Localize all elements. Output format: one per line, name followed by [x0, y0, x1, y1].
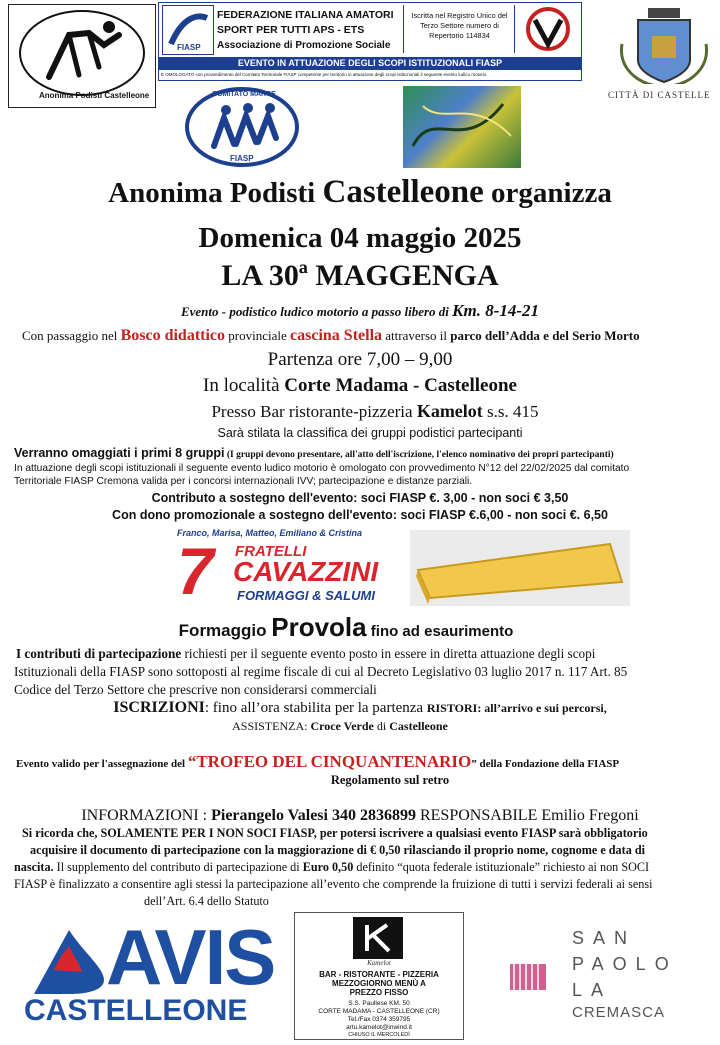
legal-line-3: Codice del Terzo Settore che prescrive non considerarsi commerciali — [14, 682, 377, 697]
cavazzini-tagline: FORMAGGI & SALUMI — [237, 588, 375, 603]
kamelot-line-2: MEZZOGIORNO MENÙ A — [332, 979, 426, 988]
info-manager: Emilio Fregoni — [541, 807, 639, 824]
passage-text: Con passaggio nel — [22, 328, 121, 343]
venue-road: s.s. 415 — [482, 402, 539, 421]
kamelot-ad — [294, 912, 464, 1040]
avis-name: AVIS — [106, 913, 275, 1001]
assistance-line — [0, 717, 720, 735]
assistance-org: Croce Verde — [310, 719, 374, 733]
fiasp-title-1: FEDERAZIONE ITALIANA AMATORI — [217, 9, 394, 21]
refreshment-label-2: RISTORI — [426, 701, 478, 715]
kamelot-line-1: BAR - RISTORANTE - PIZZERIA — [319, 970, 439, 979]
info-supplement: Il supplemento del contributo di partecipazione di — [53, 860, 303, 874]
ivv-emblem-icon — [521, 6, 575, 52]
subtitle-text: Evento - podistico ludico motorio a passo libero di — [180, 304, 453, 319]
fiasp-note: E OMOLOGATO con provvedimento del Comitato Territoriale FIASP competente per territorio in attuazione degli scopi istituzionali il seguente evento ludico motorio — [161, 72, 487, 77]
legal-text-1: richiesti per il seguente evento posto in essere in diretta attuazione degli scopi — [181, 646, 596, 661]
kamelot-line-4: S.S. Paullese KM. 50 — [348, 1000, 410, 1007]
organizer-suffix: organizza — [483, 177, 612, 209]
location-place: Corte Madama - Castelleone — [284, 375, 517, 396]
groups-award-main: Verranno omaggiati i primi 8 gruppi — [14, 446, 225, 460]
info-contact: Pierangelo Valesi 340 2836899 — [211, 807, 416, 824]
fiasp-logo-text: FIASP — [177, 43, 201, 52]
cheese-photo — [410, 530, 630, 606]
ivv-logo — [521, 6, 575, 52]
cheese-offer — [0, 612, 720, 647]
info-birth: nascita. — [14, 860, 54, 874]
passage-text-3: attraverso il — [382, 328, 451, 343]
trophy-text: Evento valido per l'assegnazione del — [16, 758, 188, 770]
info-para-1: Si ricorda che, SOLAMENTE PER I NON SOCI FIASP, per potersi iscrivere a qualsiasi evento FIASP sarà obbligatorio — [22, 826, 648, 840]
fiasp-header — [158, 2, 582, 81]
assistance-label: ASSISTENZA: — [232, 719, 311, 733]
park-map-logo — [403, 86, 521, 168]
info-manager-label: RESPONSABILE — [415, 807, 542, 824]
club-logo — [8, 4, 156, 108]
fiasp-band: EVENTO IN ATTUAZIONE DEGLI SCOPI ISTITUZIONALI FIASP — [159, 57, 581, 70]
cascina-stella: cascina Stella — [290, 327, 383, 344]
event-subtitle — [0, 300, 720, 323]
venue-label: Presso Bar ristorante-pizzeria — [211, 402, 417, 421]
cavazzini-fratelli: FRATELLI — [235, 543, 307, 560]
kamelot-k-icon — [353, 917, 403, 959]
map-drawing-icon — [403, 86, 521, 168]
fiasp-title-3: Associazione di Promozione Sociale — [217, 40, 391, 51]
organizer-prefix: Anonima Podisti — [108, 177, 323, 209]
contribution-gift: Con dono promozionale a sostegno dell'evento: soci FIASP €.6,00 - non soci €. 6,50 — [112, 508, 608, 522]
san-paolo-1: SAN — [572, 928, 637, 948]
group-ranking: Sarà stilata la classifica dei gruppi podistici partecipanti — [217, 426, 523, 440]
cavazzini-number: 7 — [177, 534, 214, 608]
location-label: In località — [203, 375, 285, 396]
san-paolo-4: CREMASCA — [572, 1004, 666, 1021]
omologation-line-2: Territoriale FIASP Cremona valida per i concorsi internazionali IVV; partecipazione e distanze parziali. — [14, 476, 473, 487]
comitato-text-top: COMITATO MARCE — [212, 91, 276, 98]
event-title: LA 30ª MAGGENGA — [221, 259, 499, 292]
groups-award — [14, 444, 614, 464]
cavazzini-brand: CAVAZZINI — [233, 556, 379, 587]
san-paolo-emblem-icon — [508, 956, 548, 996]
avis-logo — [10, 913, 280, 1032]
city-name: CITTÀ DI CASTELLE — [608, 90, 711, 100]
cavazzini-logo — [175, 528, 400, 606]
registration-text: : fino all’ora stabilita per la partenza — [204, 700, 427, 716]
kamelot-line-7: artu.kamelot@inwind.it — [346, 1024, 412, 1031]
info-amount: Euro 0,50 — [302, 860, 354, 874]
kamelot-line-8: CHIUSO IL MERCOLEDÌ — [348, 1032, 410, 1038]
cheese-note: fino ad esaurimento — [366, 623, 514, 640]
club-logo-text: Anonima Podisti Castelleone — [39, 91, 150, 100]
organizer-title — [0, 174, 720, 211]
avis-drop-icon — [24, 928, 114, 994]
info-line — [0, 806, 720, 826]
cheese-name: Provola — [271, 612, 367, 642]
info-label: INFORMAZIONI : — [81, 807, 212, 824]
city-crest — [608, 4, 720, 108]
trophy-name: “TROFEO DEL CINQUANTENARIO — [187, 752, 472, 771]
comitato-text-bottom: FIASP — [230, 154, 254, 163]
fiasp-title-2: SPORT PER TUTTI APS - ETS — [217, 24, 365, 36]
san-paolo-3: LA — [572, 980, 613, 1000]
san-paolo-2: PAOLO — [572, 954, 678, 974]
kamelot-logo — [353, 917, 403, 959]
omologation-line-1: In attuazione degli scopi istituzionali il seguente evento ludico motorio è omologato con provvedimento N°12 del 22/02/2025 dal comitato — [14, 463, 630, 474]
info-para-5: dell’Art. 6.4 dello Statuto — [144, 894, 269, 908]
parco-adda: parco dell’Adda e del Serio Morto — [450, 328, 640, 343]
san-paolo-logo — [468, 912, 720, 1038]
cheese-wedge-icon — [410, 530, 630, 606]
registry-text: Iscritta nel Registro Unico del Terzo Settore numero di Repertorio 114834 — [411, 11, 508, 40]
info-para-2: acquisire il documento di partecipazione con la maggiorazione di € 0,50 rilasciando il proprio nome, cognome e data di — [30, 843, 646, 857]
bosco-didattico: Bosco didattico — [120, 327, 226, 344]
venue-name: Kamelot — [416, 401, 483, 421]
contribution-basic: Contributo a sostegno dell'evento: soci FIASP €. 3,00 - non soci € 3,50 — [151, 491, 569, 505]
legal-line-2: Istituzionali della FIASP sono sottoposti al regime fiscale di cui al Decreto Legislativo 03 luglio 2017 n. 117 Art. 85 — [14, 664, 628, 679]
castle-crest-icon — [608, 4, 720, 84]
registry-box — [403, 5, 515, 53]
assistance-of: di — [373, 719, 390, 733]
passage-text-2: provinciale — [225, 328, 291, 343]
fiasp-logo — [162, 5, 214, 55]
route-passage — [22, 325, 640, 347]
kamelot-line-5: CORTE MADAMA - CASTELLEONE (CR) — [318, 1008, 440, 1015]
trophy-foundation: ” della Fondazione della FIASP — [471, 758, 620, 770]
registration-line — [0, 698, 720, 718]
kamelot-line-6: Tel./Fax 0374 359795 — [347, 1016, 411, 1023]
avis-city: CASTELLEONE — [24, 994, 248, 1027]
info-para-3 — [14, 859, 649, 876]
legal-contributions: I contributi di partecipazione — [16, 646, 182, 661]
info-para-4: FIASP è finalizzato a consentire agli stessi la partecipazione all’evento che comprende la fruizione di tutti i servizi federali ai sensi — [14, 877, 653, 891]
start-time: Partenza ore 7,00 – 9,00 — [267, 349, 453, 370]
info-quota: definito “quota federale istituzionale” richiesto ai non SOCI — [353, 860, 650, 874]
comitato-marce-logo — [184, 86, 300, 168]
cheese-label: Formaggio — [178, 621, 272, 640]
kamelot-name: Kamelot — [367, 959, 391, 967]
legal-line-1 — [16, 645, 595, 663]
refreshment-text: : all’arrivo e sui percorsi, — [477, 701, 607, 715]
venue — [0, 400, 720, 423]
event-date: Domenica 04 maggio 2025 — [198, 222, 522, 254]
location — [0, 374, 720, 398]
organizer-town: Castelleone — [322, 174, 484, 210]
distances: Km. 8-14-21 — [452, 301, 540, 320]
assistance-town: Castelleone — [389, 719, 448, 733]
groups-award-note: (I gruppi devono presentare, all'atto dell'iscrizione, l'elenco nominativo dei propri partecipanti) — [224, 450, 614, 460]
trophy-rules: Regolamento sul retro — [330, 773, 450, 787]
registration-label: ISCRIZIONI — [113, 699, 205, 716]
cavazzini-names: Franco, Marisa, Matteo, Emiliano & Cristina — [177, 528, 363, 538]
kamelot-line-3: PREZZO FISSO — [349, 988, 409, 997]
